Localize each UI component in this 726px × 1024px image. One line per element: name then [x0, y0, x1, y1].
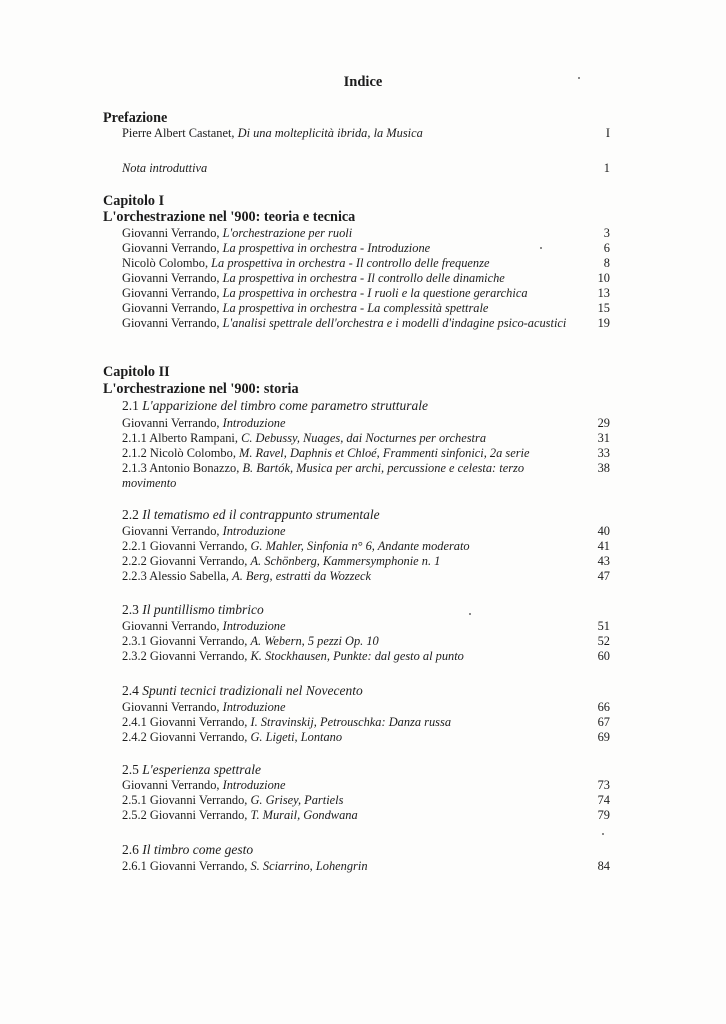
scan-speck [578, 77, 580, 79]
toc-entry [122, 730, 610, 745]
toc-entry [122, 634, 610, 649]
entry-author: 2.4.1 Giovanni Verrando, [122, 715, 251, 729]
entry-page: 60 [597, 649, 610, 663]
entry-title: La prospettiva in orchestra - Il controllo delle frequenze [211, 256, 490, 270]
entry-author: 2.2.1 Giovanni Verrando, [122, 539, 251, 553]
toc-entry [122, 286, 610, 301]
section-title: Il puntillismo timbrico [142, 602, 264, 617]
entry-title: G. Grisey, Partiels [250, 793, 344, 807]
toc-entry [122, 256, 610, 271]
entry-author: Nicolò Colombo, [122, 256, 212, 270]
subheading-capitolo-1: L'orchestrazione nel '900: teoria e tecnica [103, 209, 356, 225]
entry-author: Giovanni Verrando, [122, 416, 223, 430]
entry-page: 79 [597, 808, 610, 822]
entry-author: Giovanni Verrando, [122, 241, 223, 255]
page-title: Indice [343, 74, 383, 90]
entry-page: 33 [597, 446, 610, 460]
entry-title: La prospettiva in orchestra - Il controllo delle dinamiche [222, 271, 505, 285]
toc-entry [122, 619, 610, 634]
entry-author: Giovanni Verrando, [122, 316, 223, 330]
heading-capitolo-2: Capitolo II [103, 364, 170, 380]
toc-entry [122, 226, 610, 241]
section-number: 2.6 [122, 842, 143, 857]
toc-entry [122, 808, 610, 823]
entry-title: Nota introduttiva [122, 161, 208, 175]
entry-author: Giovanni Verrando, [122, 524, 223, 538]
entry-author: Giovanni Verrando, [122, 619, 223, 633]
section-title: L'esperienza spettrale [142, 762, 262, 777]
section-title: Spunti tecnici tradizionali nel Novecento [142, 683, 363, 698]
entry-page: 38 [597, 461, 610, 475]
section-heading [122, 683, 363, 699]
section-number: 2.1 [122, 398, 143, 413]
entry-title: B. Bartók, Musica per archi, percussione e celesta: terzo movimento [122, 461, 525, 490]
toc-entry [122, 700, 610, 715]
entry-title: L'analisi spettrale dell'orchestra e i modelli d'indagine psico-acustici [222, 316, 567, 330]
entry-page: 69 [597, 730, 610, 744]
entry-page: 15 [597, 301, 610, 315]
entry-page: 66 [597, 700, 610, 714]
toc-entry [122, 161, 610, 176]
section-title: L'apparizione del timbro come parametro strutturale [142, 398, 429, 413]
toc-entry [122, 524, 610, 539]
entry-title: Introduzione [222, 619, 286, 633]
entry-author: 2.6.1 Giovanni Verrando, [122, 859, 251, 873]
heading-capitolo-1: Capitolo I [103, 193, 165, 209]
entry-author: 2.5.2 Giovanni Verrando, [122, 808, 251, 822]
entry-author: 2.4.2 Giovanni Verrando, [122, 730, 251, 744]
entry-title: Introduzione [222, 416, 286, 430]
entry-author: Giovanni Verrando, [122, 286, 223, 300]
entry-author: Giovanni Verrando, [122, 226, 223, 240]
entry-title: La prospettiva in orchestra - La complessità spettrale [222, 301, 489, 315]
entry-page: 40 [597, 524, 610, 538]
section-number: 2.5 [122, 762, 143, 777]
toc-entry [122, 793, 610, 808]
entry-author: Giovanni Verrando, [122, 301, 223, 315]
section-heading [122, 762, 261, 778]
entry-page: 6 [603, 241, 610, 255]
entry-page: 73 [597, 778, 610, 792]
entry-title: La prospettiva in orchestra - Introduzione [222, 241, 431, 255]
entry-title: La prospettiva in orchestra - I ruoli e la questione gerarchica [222, 286, 528, 300]
toc-entry [122, 301, 610, 316]
entry-page: 10 [597, 271, 610, 285]
toc-entry [122, 539, 610, 554]
entry-page: 3 [603, 226, 610, 240]
entry-title: K. Stockhausen, Punkte: dal gesto al punto [250, 649, 464, 663]
toc-entry [122, 715, 610, 730]
entry-page: 51 [597, 619, 610, 633]
subheading-capitolo-2: L'orchestrazione nel '900: storia [103, 381, 299, 397]
entry-page: 13 [597, 286, 610, 300]
heading-prefazione: Prefazione [103, 110, 168, 126]
entry-author: 2.2.2 Giovanni Verrando, [122, 554, 251, 568]
toc-entry [122, 126, 610, 141]
entry-author: Pierre Albert Castanet, [122, 126, 238, 140]
toc-entry [122, 446, 610, 461]
toc-entry [122, 778, 610, 793]
entry-title: M. Ravel, Daphnis et Chloé, Frammenti sinfonici, 2a serie [239, 446, 530, 460]
section-heading [122, 398, 428, 414]
entry-page: 52 [597, 634, 610, 648]
entry-page: 31 [597, 431, 610, 445]
entry-title: Introduzione [222, 700, 286, 714]
entry-title: Di una molteplicità ibrida, la Musica [237, 126, 423, 140]
section-title: Il tematismo ed il contrappunto strumentale [142, 507, 380, 522]
scan-speck [469, 613, 471, 615]
entry-author: 2.5.1 Giovanni Verrando, [122, 793, 251, 807]
entry-title: C. Debussy, Nuages, dai Nocturnes per orchestra [241, 431, 487, 445]
section-heading [122, 507, 380, 523]
entry-author: Giovanni Verrando, [122, 700, 223, 714]
toc-entry [122, 416, 610, 431]
entry-page: 67 [597, 715, 610, 729]
entry-title: A. Schönberg, Kammersymphonie n. 1 [250, 554, 441, 568]
section-number: 2.4 [122, 683, 143, 698]
entry-author: Giovanni Verrando, [122, 271, 223, 285]
toc-entry [122, 461, 610, 490]
toc-entry [122, 271, 610, 286]
entry-title: A. Webern, 5 pezzi Op. 10 [250, 634, 379, 648]
section-heading [122, 602, 264, 618]
entry-title: S. Sciarrino, Lohengrin [250, 859, 368, 873]
entry-author: 2.1.2 Nicolò Colombo, [122, 446, 240, 460]
entry-page: 8 [603, 256, 610, 270]
entry-page: 47 [597, 569, 610, 583]
toc-entry [122, 649, 610, 664]
entry-page: 84 [597, 859, 610, 873]
entry-author: 2.2.3 Alessio Sabella, [122, 569, 233, 583]
entry-title: L'orchestrazione per ruoli [222, 226, 353, 240]
entry-page: 74 [597, 793, 610, 807]
entry-title: G. Ligeti, Lontano [250, 730, 343, 744]
entry-page: 1 [603, 161, 610, 175]
entry-author: 2.1.1 Alberto Rampani, [122, 431, 242, 445]
entry-title: Introduzione [222, 524, 286, 538]
entry-page: 29 [597, 416, 610, 430]
entry-author: Giovanni Verrando, [122, 778, 223, 792]
toc-entry [122, 241, 610, 256]
scan-speck [540, 247, 542, 249]
entry-author: 2.3.2 Giovanni Verrando, [122, 649, 251, 663]
toc-entry [122, 316, 610, 331]
entry-page: I [605, 126, 610, 140]
entry-title: Introduzione [222, 778, 286, 792]
toc-entry [122, 859, 610, 874]
scan-speck [602, 833, 604, 835]
section-number: 2.3 [122, 602, 143, 617]
toc-entry [122, 431, 610, 446]
entry-title: I. Stravinskij, Petrouschka: Danza russa [250, 715, 452, 729]
entry-author: 2.1.3 Antonio Bonazzo, [122, 461, 243, 475]
toc-entry [122, 569, 610, 584]
entry-page: 41 [597, 539, 610, 553]
entry-author: 2.3.1 Giovanni Verrando, [122, 634, 251, 648]
entry-page: 43 [597, 554, 610, 568]
entry-title: A. Berg, estratti da Wozzeck [232, 569, 371, 583]
section-number: 2.2 [122, 507, 143, 522]
section-heading [122, 842, 253, 858]
entry-title: G. Mahler, Sinfonia n° 6, Andante moderato [250, 539, 470, 553]
toc-entry [122, 554, 610, 569]
entry-title: T. Murail, Gondwana [250, 808, 358, 822]
section-title: Il timbro come gesto [142, 842, 254, 857]
entry-page: 19 [597, 316, 610, 330]
